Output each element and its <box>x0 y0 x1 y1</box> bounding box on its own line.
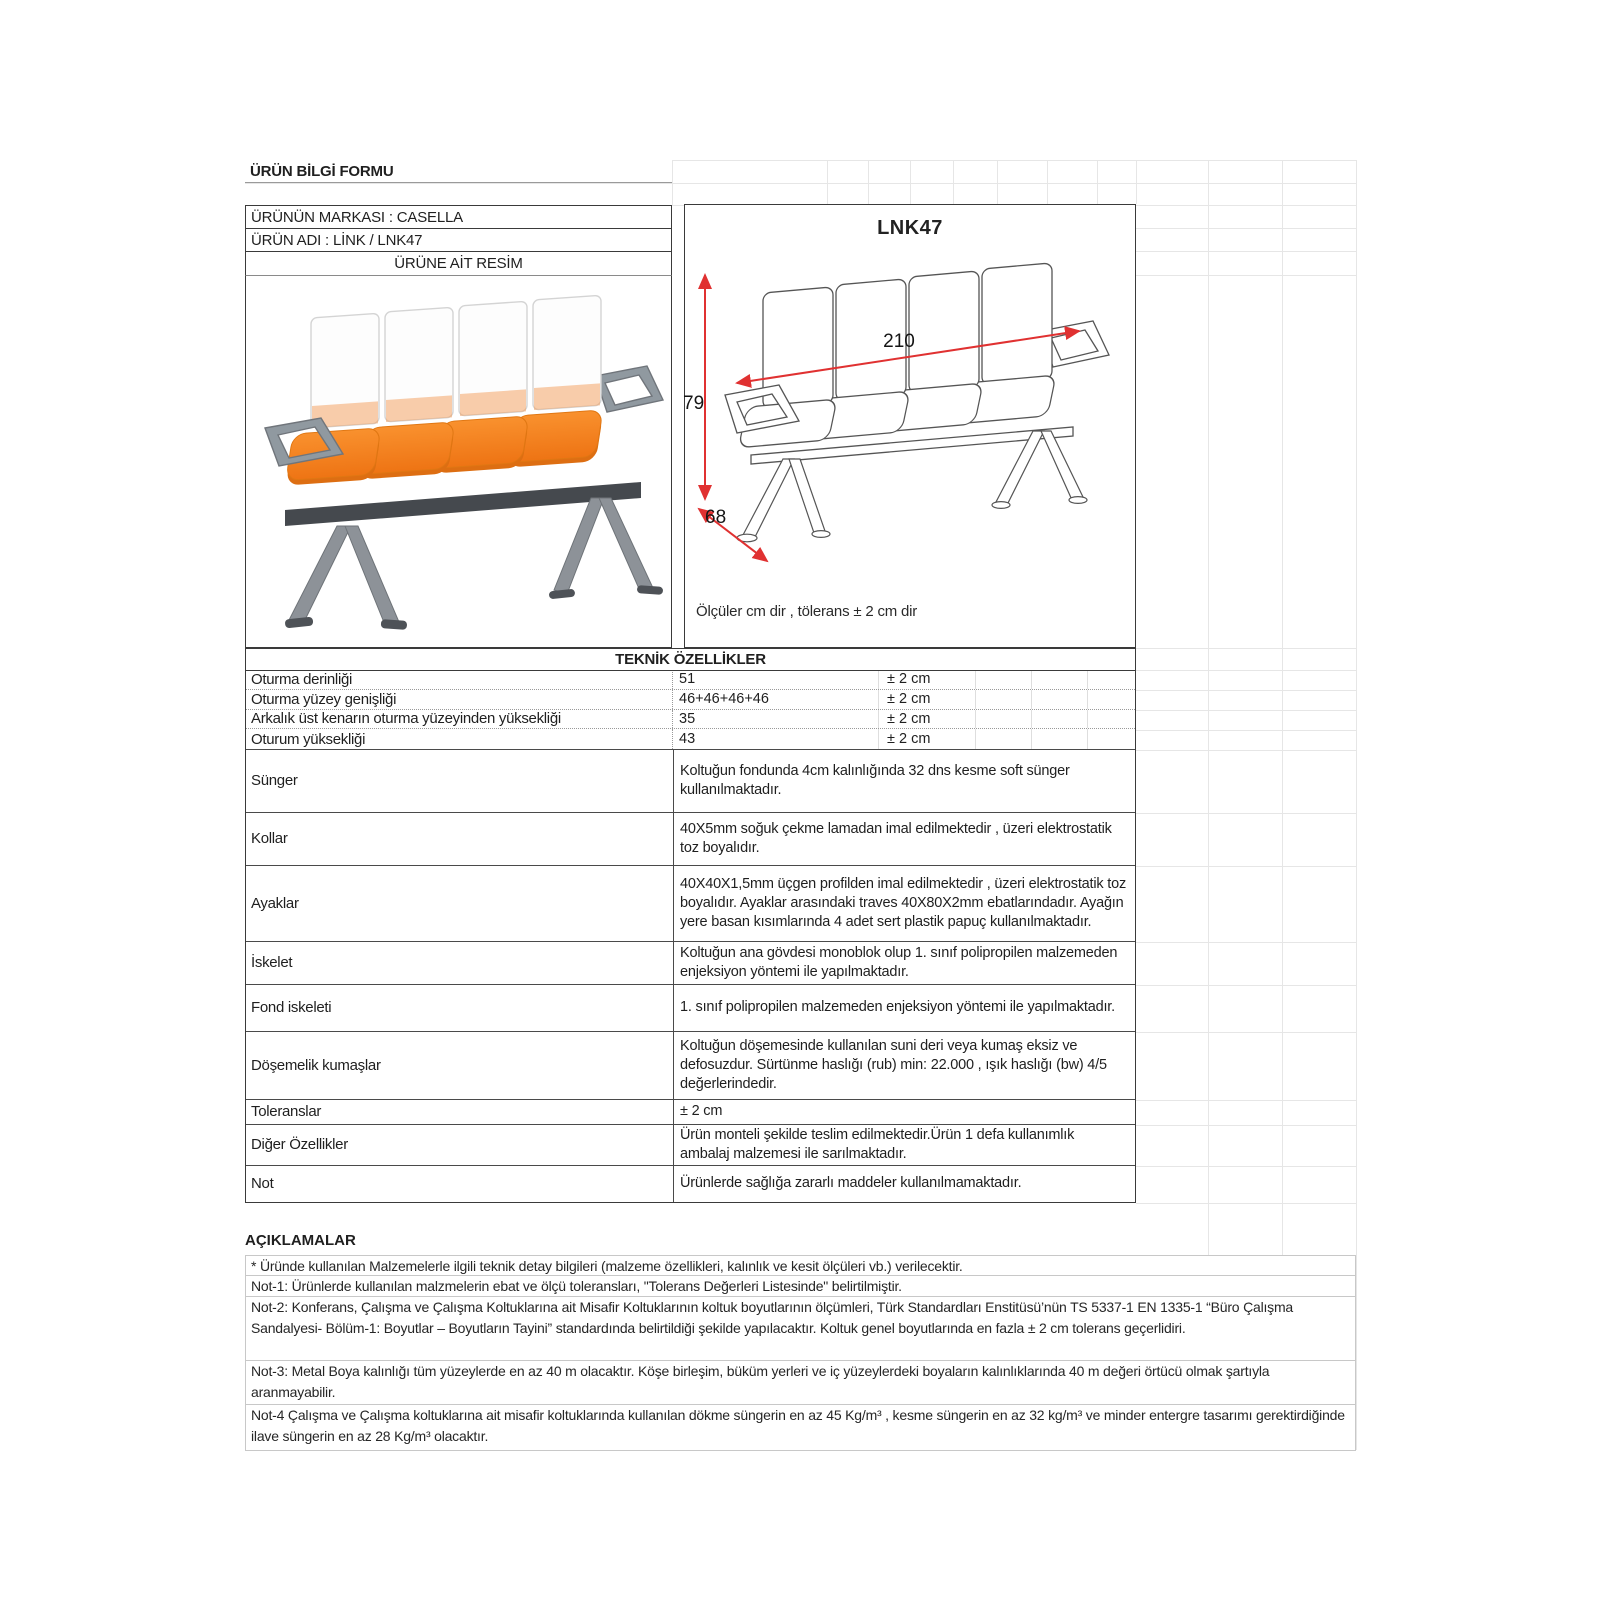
measurement-note: Ölçüler cm dir , tölerans ± 2 cm dir <box>696 603 918 620</box>
spec-row <box>246 984 1135 1031</box>
spec-value: Ürün monteli şekilde teslim edilmektedir.Ürün 1 defa kullanımlık ambalaj malzemesi ile sarılmaktadır. <box>673 1125 1135 1165</box>
spec-value: 1. sınıf polipropilen malzemeden enjeksiyon yöntemi ile yapılmaktadır. <box>673 985 1135 1031</box>
spec-row <box>246 710 1135 730</box>
spec-tolerance: ± 2 cm <box>879 710 976 729</box>
spec-tolerance: ± 2 cm <box>879 690 976 709</box>
spec-value: Koltuğun döşemesinde kullanılan suni deri veya kumaş eksiz ve defosuzdur. Sürtünme haslığı (rub) min: 22.000 , ışık haslığı (bw) 4/5 değerlerindedir. <box>673 1032 1135 1099</box>
spec-row <box>246 670 1135 690</box>
dimension-drawing <box>691 247 1127 587</box>
note-item: Not-4 Çalışma ve Çalışma koltuklarına ait misafir koltuklarında kullanılan dökme süngerin en az 45 Kg/m³ , kesme süngerin en az 32 kg/m³ ve minder entergre tasarımı gerektirdiğinde ilave süngerin en az 28 Kg/m³ olacaktır. <box>245 1405 1356 1451</box>
spec-label: Arkalık üst kenarın oturma yüzeyinden yüksekliği <box>246 710 673 729</box>
spec-label: Diğer Özellikler <box>251 1136 348 1154</box>
spec-row <box>246 729 1135 749</box>
spec-label: Ayaklar <box>251 894 299 912</box>
image-caption: ÜRÜNE AİT RESİM <box>245 251 672 276</box>
spec-label: Toleranslar <box>251 1103 322 1121</box>
spec-row <box>246 1099 1135 1124</box>
spec-row <box>246 941 1135 984</box>
spec-value: 46+46+46+46 <box>673 690 879 709</box>
spec-row <box>246 1165 1135 1202</box>
spec-value: Ürünlerde sağlığa zararlı maddeler kullanılmamaktadır. <box>673 1166 1135 1202</box>
brand-row: ÜRÜNÜN MARKASI : CASELLA <box>245 205 672 229</box>
note-item: Not-3: Metal Boya kalınlığı tüm yüzeylerde en az 40 m olacaktır. Köşe birleşim, büküm yerleri ve iç yüzeylerdeki boyaların kalınlıklarında 40 m değeri örtücü olmak şartıyla aranmayabilir. <box>245 1361 1356 1405</box>
spec-table <box>245 670 1136 1203</box>
dimension-depth: 68 <box>705 507 727 528</box>
spec-label: Oturum yüksekliği <box>246 729 673 749</box>
technical-drawing-panel <box>684 204 1136 648</box>
spec-label: Fond iskeleti <box>251 999 332 1017</box>
form-title: ÜRÜN BİLGİ FORMU <box>245 160 672 183</box>
spec-table-header: TEKNİK ÖZELLİKLER <box>245 648 1136 671</box>
spec-row <box>246 1031 1135 1099</box>
spec-value: 51 <box>673 670 879 689</box>
notes-header: AÇIKLAMALAR <box>245 1232 356 1249</box>
spec-tolerance: ± 2 cm <box>879 729 976 749</box>
product-photo <box>249 288 667 636</box>
model-code: LNK47 <box>877 217 943 239</box>
spec-value: 40X40X1,5mm üçgen profilden imal edilmektedir , üzeri elektrostatik toz boyalıdır. Ayaklar arasındaki traves 40X80X2mm ebatlarındadır. Ayağın yere basan kısımlarında 4 adet sert plastik papuç kullanılmaktadır. <box>673 866 1135 941</box>
spec-row <box>246 1124 1135 1165</box>
spec-value: ± 2 cm <box>673 1100 1135 1124</box>
spec-label: Oturma derinliği <box>246 670 673 689</box>
spec-row <box>246 865 1135 941</box>
note-item: Not-1: Ürünlerde kullanılan malzmelerin ebat ve ölçü toleransları, "Tolerans Değerleri Listesinde" belirtilmiştir. <box>245 1276 1356 1297</box>
dimension-height: 79 <box>683 393 705 414</box>
spec-row <box>246 749 1135 812</box>
dimension-width: 210 <box>883 331 915 352</box>
spec-value: 35 <box>673 710 879 729</box>
note-item: * Üründe kullanılan Malzemelerle ilgili teknik detay bilgileri (malzeme özellikleri, kalınlık ve kesit ölçüleri vb.) verilecektir. <box>245 1255 1356 1276</box>
spec-value: 43 <box>673 729 879 749</box>
spec-value: 40X5mm soğuk çekme lamadan imal edilmektedir , üzeri elektrostatik toz boyalıdır. <box>673 813 1135 865</box>
spec-label: Not <box>251 1175 274 1193</box>
spec-label: Sünger <box>251 772 298 790</box>
spec-label: Kollar <box>251 830 288 848</box>
spec-label: İskelet <box>251 954 293 972</box>
spec-value: Koltuğun fondunda 4cm kalınlığında 32 dns kesme soft sünger kullanılmaktadır. <box>673 750 1135 812</box>
spec-tolerance: ± 2 cm <box>879 670 976 689</box>
spec-label: Döşemelik kumaşlar <box>251 1056 381 1074</box>
product-photo-box <box>245 275 672 648</box>
spec-row <box>246 690 1135 710</box>
product-name-row: ÜRÜN ADI : LİNK / LNK47 <box>245 228 672 252</box>
spec-value: Koltuğun ana gövdesi monoblok olup 1. sınıf polipropilen malzemeden enjeksiyon yöntemi ile yapılmaktadır. <box>673 942 1135 984</box>
spec-label: Oturma yüzey genişliği <box>246 690 673 709</box>
note-item: Not-2: Konferans, Çalışma ve Çalışma Koltuklarına ait Misafir Koltuklarının koltuk boyutlarının ölçümleri, Türk Standardları Enstitüsü’nün TS 5337-1 EN 1335-1 “Büro Çalışma Sandalyesi- Bölüm-1: Boyutlar – Boyutların Tayini” standardında belirtildiği şekilde yapılacaktır. Koltuk genel boyutlarında en fazla ± 2 cm tolerans geçerlidiri. <box>245 1297 1356 1361</box>
spec-row <box>246 812 1135 865</box>
